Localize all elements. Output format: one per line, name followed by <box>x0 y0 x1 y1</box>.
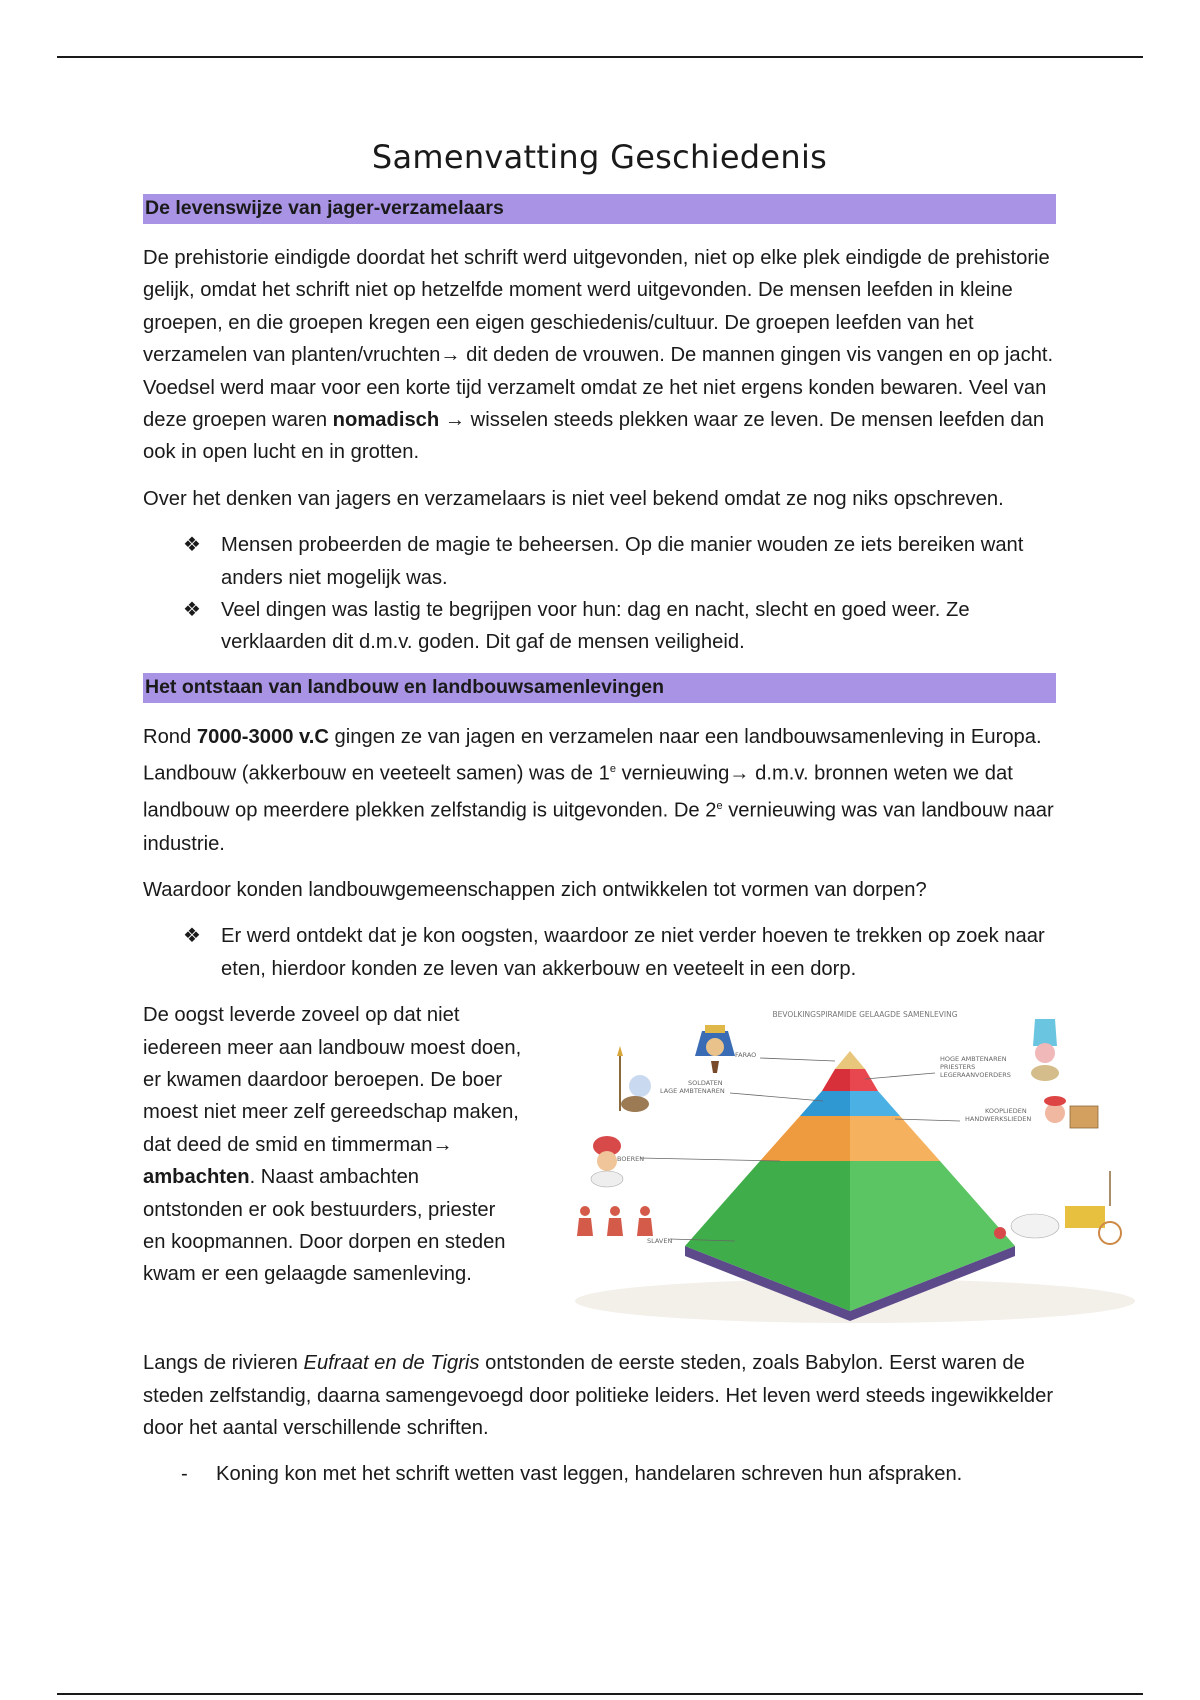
label-legeraanvoerders: LEGERAANVOERDERS <box>940 1071 1011 1080</box>
pyramid-tier-red-right <box>850 1069 878 1091</box>
text-run: . Naast ambachten ontstonden er ook bestuurders, priester en koopmannen. Door dorpen en steden kwam er een gelaagde samenleving. <box>143 1166 506 1286</box>
text-run: Langs de rivieren <box>143 1352 304 1375</box>
pyramid-tier-orange-right <box>850 1116 940 1161</box>
pyramid-tier-blue-left <box>800 1091 850 1116</box>
list-item <box>143 920 1056 985</box>
priest-figure <box>1031 1019 1059 1081</box>
top-rule <box>57 56 1143 58</box>
pyramid-tier-blue-right <box>850 1091 900 1116</box>
paragraph-prehistorie <box>143 242 1056 469</box>
list-item <box>143 594 1056 659</box>
pyramid <box>685 1051 1015 1321</box>
text-run: ontstonden de eerste steden, zoals Babylon. Eerst waren de steden zelfstandig, daarna samengevoegd door politieke leiders. Het leven werd steeds ingewikkelder door het aantal verschillende schriften. <box>143 1352 1054 1439</box>
diamond-bullet-icon: ❖ <box>183 599 201 622</box>
bold-term-nomadisch: nomadisch <box>332 409 440 432</box>
diamond-bullet-icon: ❖ <box>183 925 201 948</box>
paragraph-denken: Over het denken van jagers en verzamelaars is niet veel bekend omdat ze nog niks opschreven. <box>143 487 1004 510</box>
list-item-text: Mensen probeerden de magie te beheersen. Op die manier wouden ze iets bereiken want anders niet mogelijk was. <box>221 534 1024 589</box>
text-run: vernieuwing→ d.m.v. bronnen weten we dat landbouw op meerdere plekken zelfstandig is uitgevonden. De 2 <box>143 763 1013 823</box>
section-heading-jagers: De levenswijze van jager-verzamelaars <box>143 194 1056 224</box>
label-handwerkslieden: HANDWERKSLIEDEN <box>965 1115 1032 1124</box>
chariot-figure <box>994 1171 1121 1244</box>
page-title: Samenvatting Geschiedenis <box>371 138 828 176</box>
label-hoge-ambtenaren: HOGE AMBTENAREN <box>940 1055 1007 1064</box>
list-item-text: Er werd ontdekt dat je kon oogsten, waardoor ze niet verder hoeven te trekken op zoek naar eten, hierdoor konden ze leven van akkerbouw en veeteelt in een dorp. <box>221 925 1045 980</box>
merchant-figure <box>1044 1096 1098 1128</box>
superscript: e <box>609 763 616 776</box>
diamond-bullet-icon: ❖ <box>183 534 201 557</box>
pyramid-tier-orange-left <box>760 1116 850 1161</box>
text-run: De oogst leverde zoveel op dat niet iedereen meer aan landbouw moest doen, er kwamen daardoor beroepen. De boer moest niet meer zelf gereedschap maken, dat deed de smid en timmerman→ <box>143 1004 522 1156</box>
label-slaven: SLAVEN <box>647 1237 673 1246</box>
paragraph-rivieren <box>143 1347 1056 1444</box>
paragraph-question: Waardoor konden landbouwgemeenschappen zich ontwikkelen tot vormen van dorpen? <box>143 878 927 901</box>
text-run: → wisselen steeds plekken waar ze leven. De mensen leefden dan ook in open lucht en in grotten. <box>143 409 1045 464</box>
text-with-figure <box>143 999 1056 1335</box>
bottom-rule <box>57 1693 1143 1695</box>
slaves-figure <box>577 1206 653 1236</box>
bullet-list-oogsten <box>143 920 1056 985</box>
label-farao: FARAO <box>735 1051 757 1060</box>
section-heading-landbouw: Het ontstaan van landbouw en landbouwsamenlevingen <box>143 673 1056 703</box>
text-run: vernieuwing was van landbouw naar industrie. <box>143 800 1054 855</box>
list-item <box>143 529 1056 594</box>
superscript: e <box>716 800 723 813</box>
social-pyramid-figure <box>565 1001 1143 1323</box>
paragraph-oogst <box>143 999 523 1291</box>
list-item-text: Koning kon met het schrift wetten vast leggen, handelaren schreven hun afspraken. <box>216 1463 963 1486</box>
document-body <box>143 138 1056 1491</box>
bullet-list-magie <box>143 529 1056 659</box>
label-soldaten: SOLDATEN <box>688 1079 723 1088</box>
text-run: gingen ze van jagen en verzamelen naar een landbouwsamenleving in Europa. Landbouw (akkerbouw en veeteelt samen) was de 1 <box>143 725 1042 786</box>
pyramid-apex <box>835 1051 865 1069</box>
figure-title: BEVOLKINGSPIRAMIDE GELAAGDE SAMENLEVING <box>772 1010 958 1020</box>
bold-term-date: 7000-3000 v.C <box>196 725 329 748</box>
pharaoh-figure <box>695 1025 735 1073</box>
italic-rivers: Eufraat en de Tigris <box>303 1352 480 1375</box>
label-priesters: PRIESTERS <box>940 1063 976 1072</box>
label-lage-ambtenaren: LAGE AMBTENAREN <box>660 1087 725 1096</box>
dash-list-schrift <box>143 1458 1056 1490</box>
soldier-figure <box>617 1046 651 1112</box>
label-boeren: BOEREN <box>617 1155 645 1164</box>
text-run: Rond <box>143 725 197 748</box>
text-run: De prehistorie eindigde doordat het schrift werd uitgevonden, niet op elke plek eindigde de prehistorie gelijk, omdat het schrift niet op hetzelfde moment werd uitgevonden. De mensen leefden in kleine groepen, en die groepen kregen een eigen geschiedenis/cultuur. De groepen leefden van het verzamelen van planten/vruchten→ dit deden de vrouwen. De mannen gingen vis vangen en op jacht. Voedsel werd maar voor een korte tijd verzamelt omdat ze het niet ergens konden bewaren. Veel van deze groepen waren <box>143 247 1054 432</box>
list-item <box>143 1458 1056 1490</box>
paragraph-landbouw <box>143 721 1056 860</box>
bold-term-ambachten: ambachten <box>143 1166 250 1189</box>
label-kooplieden: KOOPLIEDEN <box>985 1107 1027 1116</box>
dash-bullet-icon: - <box>181 1463 188 1486</box>
pyramid-tier-red-left <box>822 1069 850 1091</box>
list-item-text: Veel dingen was lastig te begrijpen voor hun: dag en nacht, slecht en goed weer. Ze verklaarden dit d.m.v. goden. Dit gaf de mensen veiligheid. <box>221 599 970 654</box>
